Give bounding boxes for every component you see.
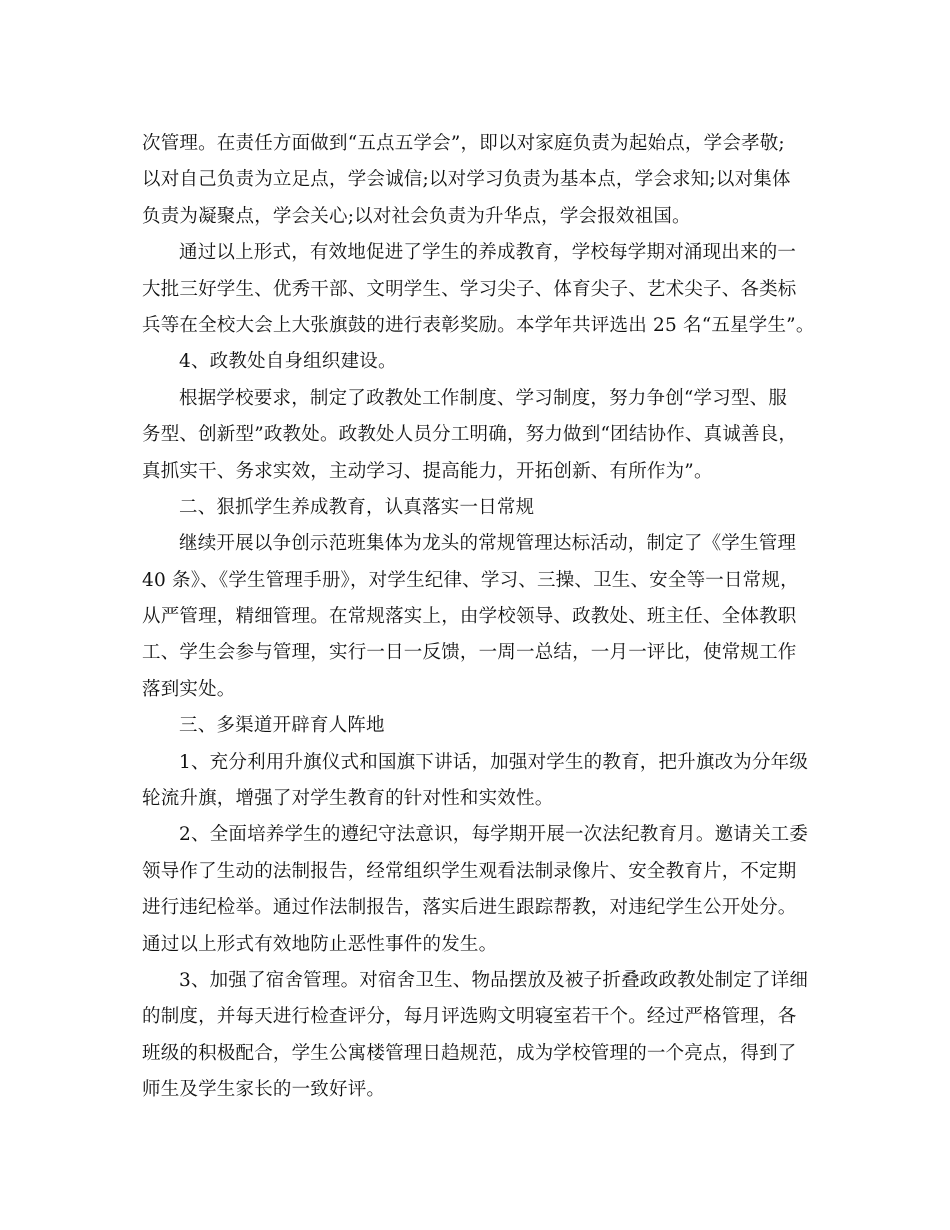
text-line: 二、狠抓学生养成教育，认真落实一日常规 — [179, 496, 535, 518]
text-line: 根据学校要求，制定了政教处工作制度、学习制度，努力争创“学习型、服 — [179, 387, 788, 409]
document-body — [142, 126, 822, 1109]
text-line: 40 条》、《学生管理手册》，对学生纪律、学习、三操、卫生、安全等一日常规， — [142, 569, 799, 591]
text-line: 领导作了生动的法制报告，经常组织学生观看法制录像片、安全教育片，不定期 — [142, 860, 797, 882]
text-line: 进行违纪检举。通过作法制报告，落实后进生跟踪帮教，对违纪学生公开处分。 — [142, 897, 797, 919]
text-line: 兵等在全校大会上大张旗鼓的进行表彰奖励。本学年共评选出 25 名“五星学生”。 — [142, 314, 815, 336]
text-line: 从严管理，精细管理。在常规落实上，由学校领导、政教处、班主任、全体教职 — [142, 606, 797, 628]
text-line: 轮流升旗，增强了对学生教育的针对性和实效性。 — [142, 788, 554, 810]
text-line: 的制度，并每天进行检查评分，每月评选购文明寝室若干个。经过严格管理，各 — [142, 1006, 797, 1028]
text-line: 3、加强了宿舍管理。对宿舍卫生、物品摆放及被子折叠政政教处制定了详细 — [179, 969, 809, 991]
text-line: 三、多渠道开辟育人阵地 — [179, 715, 385, 737]
text-line: 工、学生会参与管理，实行一日一反馈，一周一总结，一月一评比，使常规工作 — [142, 642, 797, 664]
text-line: 继续开展以争创示范班集体为龙头的常规管理达标活动，制定了《学生管理 — [179, 533, 797, 555]
text-line: 落到实处。 — [142, 678, 236, 700]
text-line: 通过以上形式，有效地促进了学生的养成教育，学校每学期对涌现出来的一 — [179, 242, 797, 264]
text-line: 2、全面培养学生的遵纪守法意识，每学期开展一次法纪教育月。邀请关工委 — [179, 824, 809, 846]
text-line: 以对自己负责为立足点，学会诚信;以对学习负责为基本点，学会求知;以对集体 — [142, 169, 791, 191]
text-line: 负责为凝聚点，学会关心;以对社会负责为升华点，学会报效祖国。 — [142, 205, 691, 227]
text-line: 班级的积极配合，学生公寓楼管理日趋规范，成为学校管理的一个亮点，得到了 — [142, 1042, 797, 1064]
text-line: 1、充分利用升旗仪式和国旗下讲话，加强对学生的教育，把升旗改为分年级 — [179, 751, 809, 773]
text-line: 大批三好学生、优秀干部、文明学生、学习尖子、体育尖子、艺术尖子、各类标 — [142, 278, 797, 300]
text-line: 4、政教处自身组织建设。 — [179, 351, 397, 373]
text-line: 师生及学生家长的一致好评。 — [142, 1079, 386, 1101]
text-line: 通过以上形式有效地防止恶性事件的发生。 — [142, 933, 498, 955]
text-line: 真抓实干、务求实效，主动学习、提高能力，开拓创新、有所作为”。 — [142, 460, 713, 482]
text-line: 次管理。在责任方面做到“五点五学会”，即以对家庭负责为起始点，学会孝敬; — [142, 133, 785, 154]
text-line: 务型、创新型”政教处。政教处人员分工明确，努力做到“团结协作、真诚善良， — [142, 424, 798, 446]
